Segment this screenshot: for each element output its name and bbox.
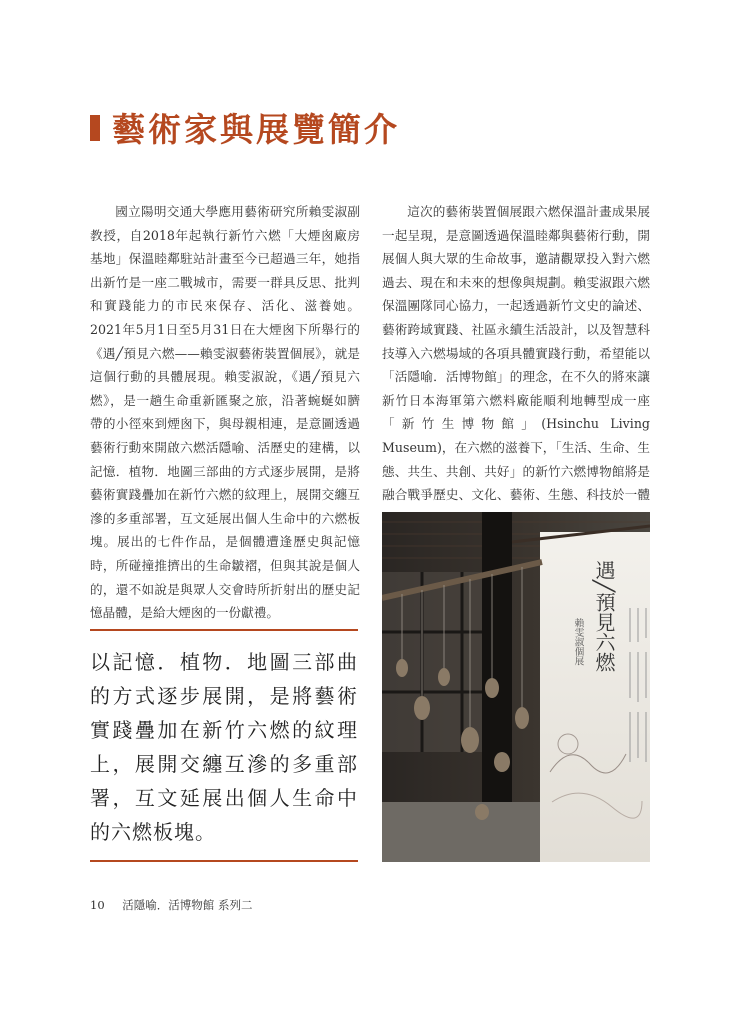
left-column [90, 200, 360, 625]
pull-quote-top-rule [90, 629, 358, 631]
page-title: 藝術家與展覽簡介 [112, 110, 400, 149]
pull-quote: 以記憶．植物．地圖三部曲的方式逐步展開，是將藝術實踐疊加在新竹六燃的紋理上，展開交纏互滲的多重部署，互文延展出個人生命中的六燃板塊。 [90, 650, 358, 844]
page-footer [90, 897, 252, 913]
page-number: 10 [90, 898, 105, 912]
pull-quote-bottom-rule [90, 860, 358, 862]
title-block [90, 108, 400, 152]
banner-subtitle: 賴雯淑個展 [572, 618, 584, 666]
banner-title: 遇╱預見六燃 [592, 560, 616, 673]
exhibition-photo [382, 512, 650, 862]
title-accent-bar [90, 115, 100, 141]
right-paragraph-1: 這次的藝術裝置個展跟六燃保溫計畫成果展一起呈現，是意圖透過保溫睦鄰與藝術行動，開展個人與大眾的生命故事，邀請觀眾投入對六燃過去、現在和未來的想像與規劃。賴雯淑跟六燃保溫團隊同心協力，一起透過新竹文史的論述、藝術跨域實踐、社區永續生活設計，以及智慧科技導入六燃場域的各項具體實踐行動，希望能以「活隱喻．活博物館」的理念，在不久的將來讓新竹日本海軍第六燃料廠能順利地轉型成一座「新竹生博物館」(Hsinchu Living Museum)，在六燃的滋養下，「生活、生命、生態、共生、共創、共好」的新竹六燃博物館將是融合戰爭歷史、文化、藝術、生態、科技於一體 [382, 204, 650, 503]
series-title: 活隱喻．活博物館 系列二 [122, 898, 253, 912]
left-paragraph-1: 國立陽明交通大學應用藝術研究所賴雯淑副教授，自2018年起執行新竹六燃「大煙囪廠房基地」保溫睦鄰駐站計畫至今已超過三年，她指出新竹是一座二戰城市，需要一群具反思、批判和實踐能力的市民來保存、活化、滋養她。2021年5月1日至5月31日在大煙囪下所舉行的《遇╱預見六燃——賴雯淑藝術裝置個展》，就是這個行動的具體展現。賴雯淑說，《遇╱預見六燃》，是一趟生命重新匯聚之旅，沿著蜿蜒如臍帶的小徑來到煙囪下，與母親相連，是意圖透過藝術行動來開啟六燃活隱喻、活歷史的建構，以記憶．植物．地圖三部曲的方式逐步展開，是將藝術實踐疊加在新竹六燃的紋理上，展開交纏互滲的多重部署，互文延展出個人生命中的六燃板塊。展出的七件作品，是個體遭逢歷史與記憶時，所碰撞推擠出的生命皺褶，但與其說是個人的，還不如說是與眾人交會時所折射出的歷史記憶晶體，是給大煙囪的一份獻禮。 [90, 204, 360, 621]
right-column [382, 200, 650, 530]
exhibition-photo-illustration [382, 512, 650, 862]
